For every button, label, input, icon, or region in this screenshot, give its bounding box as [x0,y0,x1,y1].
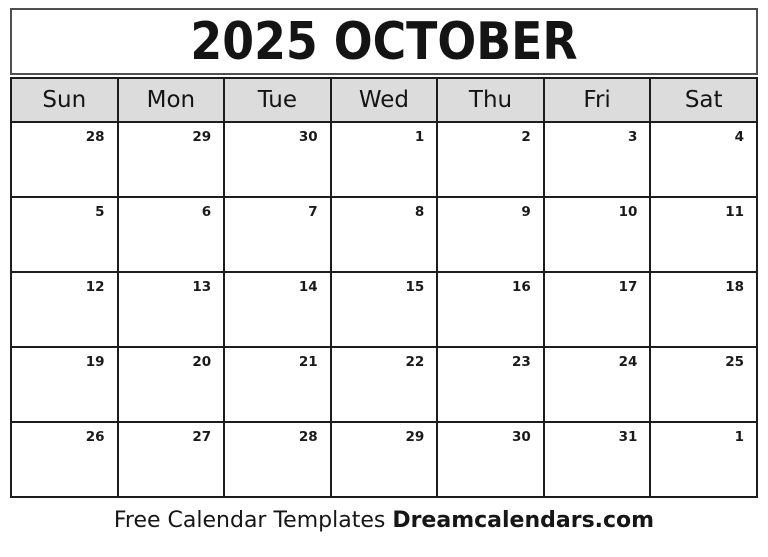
day-cell: 2 [437,122,544,197]
day-cell: 17 [544,272,651,347]
day-cell: 25 [650,347,757,422]
day-cell: 27 [118,422,225,497]
calendar-grid [10,77,758,498]
day-cell: 28 [11,122,118,197]
day-cell: 4 [650,122,757,197]
day-cell: 22 [331,347,438,422]
footer-label: Free Calendar Templates [113,508,393,533]
day-cell: 19 [11,347,118,422]
weekday-header-mon: Mon [118,78,225,122]
week-row-1 [11,122,757,197]
day-cell: 30 [437,422,544,497]
day-cell: 3 [544,122,651,197]
day-cell: 6 [118,197,225,272]
day-cell: 29 [331,422,438,497]
calendar-title-box [10,8,758,75]
day-cell: 11 [650,197,757,272]
day-cell: 15 [331,272,438,347]
day-cell: 28 [224,422,331,497]
day-cell: 31 [544,422,651,497]
day-cell: 1 [650,422,757,497]
day-cell: 16 [437,272,544,347]
calendar-title: 2025 OCTOBER [190,11,578,72]
day-cell: 8 [331,197,438,272]
day-cell: 7 [224,197,331,272]
footer [0,508,768,533]
day-cell: 14 [224,272,331,347]
footer-brand: Dreamcalendars.com [392,508,655,533]
day-cell: 29 [118,122,225,197]
weekday-header-sun: Sun [11,78,118,122]
day-cell: 23 [437,347,544,422]
day-cell: 5 [11,197,118,272]
day-cell: 12 [11,272,118,347]
day-cell: 26 [11,422,118,497]
week-row-3 [11,272,757,347]
day-cell: 10 [544,197,651,272]
day-cell: 21 [224,347,331,422]
day-cell: 9 [437,197,544,272]
weekday-header-row [11,78,757,122]
weekday-header-tue: Tue [224,78,331,122]
weekday-header-fri: Fri [544,78,651,122]
weekday-header-thu: Thu [437,78,544,122]
day-cell: 24 [544,347,651,422]
day-cell: 18 [650,272,757,347]
week-row-4 [11,347,757,422]
day-cell: 13 [118,272,225,347]
week-row-5 [11,422,757,497]
week-row-2 [11,197,757,272]
weekday-header-wed: Wed [331,78,438,122]
day-cell: 20 [118,347,225,422]
calendar [10,8,758,498]
day-cell: 1 [331,122,438,197]
weekday-header-sat: Sat [650,78,757,122]
day-cell: 30 [224,122,331,197]
